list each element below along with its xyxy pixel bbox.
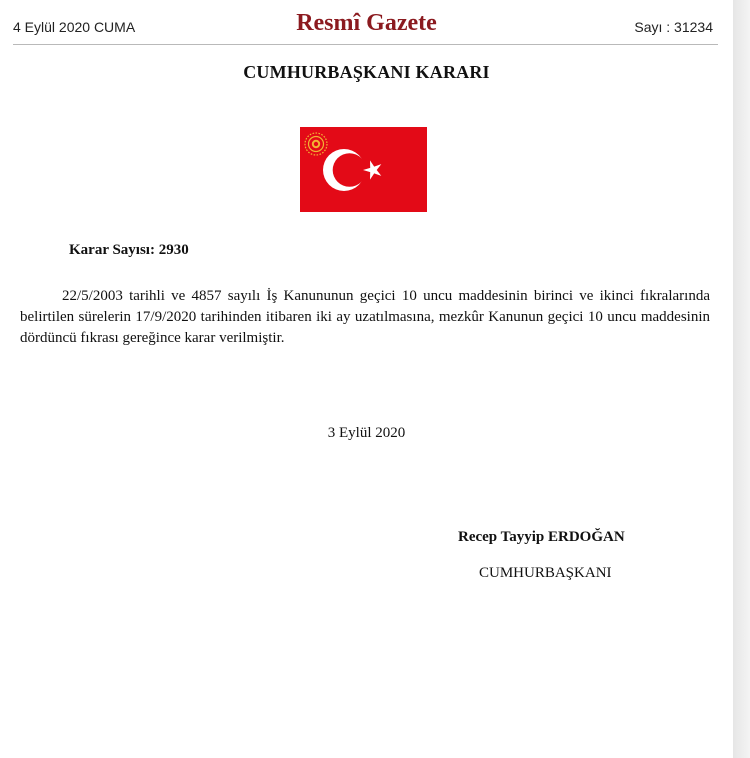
turkish-flag-emblem	[300, 127, 427, 212]
signatory-title: CUMHURBAŞKANI	[479, 565, 612, 581]
signatory-name: Recep Tayyip ERDOĞAN	[458, 529, 625, 545]
page-edge-shadow	[733, 0, 750, 758]
gazette-title: Resmî Gazete	[296, 10, 437, 36]
decision-body-text: 22/5/2003 tarihli ve 4857 sayılı İş Kanununun geçici 10 uncu maddesinin birinci ve ikinci fıkralarında belirtilen sürelerin 17/9/2020 tarihinden itibaren iki ay uzatılmasına, mezkûr Kanunun geçici 10 uncu maddesinin dördüncü fıkrası gereğince karar verilmiştir.	[20, 288, 710, 346]
decision-date: 3 Eylül 2020	[327, 425, 406, 441]
document-title: CUMHURBAŞKANI KARARI	[243, 62, 490, 82]
issue-number: Sayı : 31234	[634, 19, 713, 35]
header-date: 4 Eylül 2020 CUMA	[13, 19, 136, 35]
header-divider	[13, 44, 718, 45]
decision-number: Karar Sayısı: 2930	[69, 242, 189, 258]
